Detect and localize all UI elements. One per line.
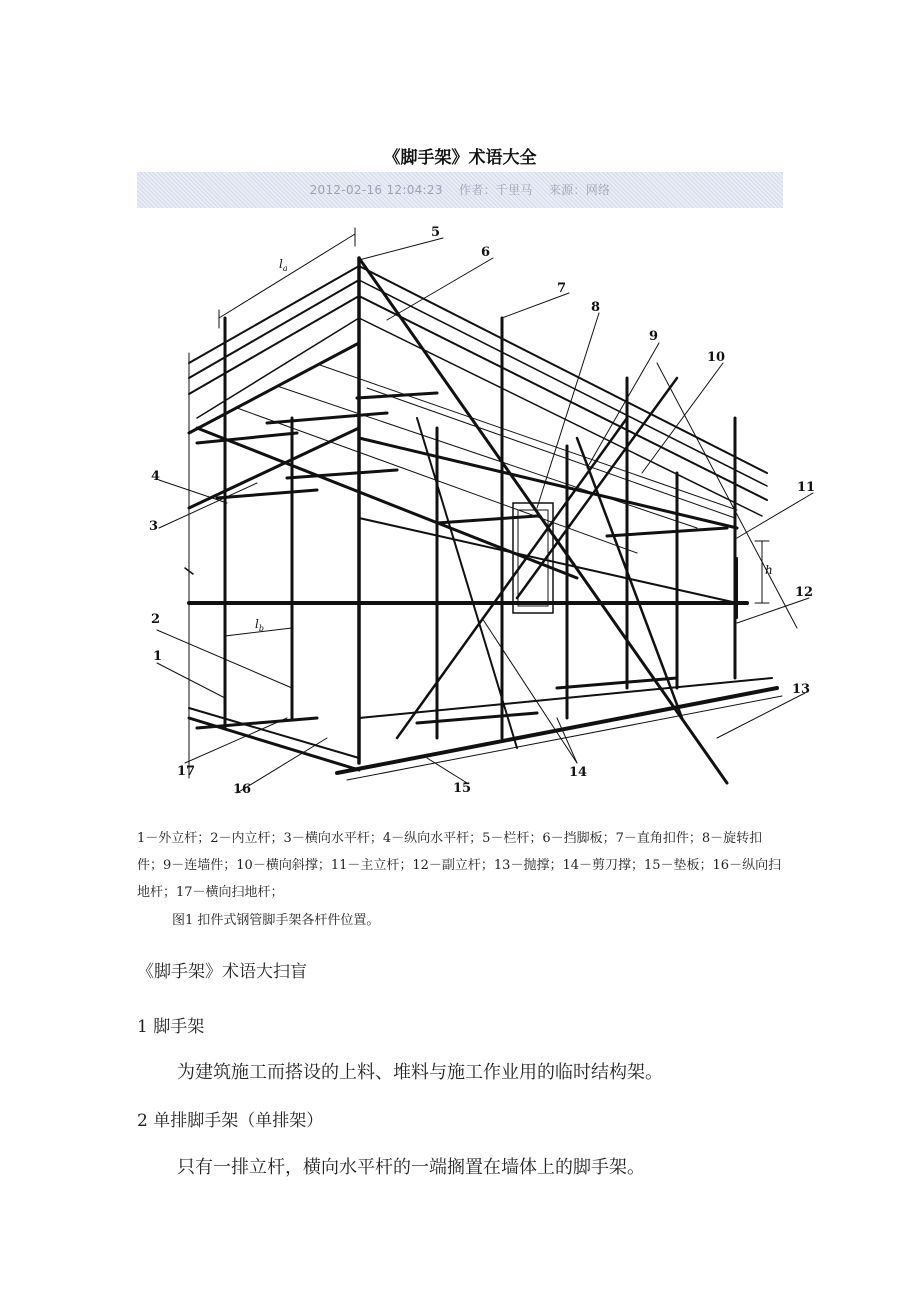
callout-14: 14 [569, 765, 588, 780]
dimension-lb: $l_b$ [255, 617, 264, 633]
term-title-2: 2 单排脚手架（单排架） [137, 1111, 324, 1131]
callout-10: 10 [707, 350, 726, 365]
figure-legend: 1－外立杆；2－内立杆；3－横向水平杆；4－纵向水平杆；5－栏杆；6－挡脚板；7－直角扣件；8－旋转扣件；9－连墙件；10－横向斜撑；11－主立杆；12－副立杆；13－抛撑；14－剪刀撑；15－垫板；16－纵向扫地杆；17－横向扫地杆； [137, 831, 782, 900]
callout-12: 12 [795, 585, 814, 600]
callout-13: 13 [792, 682, 811, 697]
callout-1: 1 [153, 649, 163, 664]
dimension-la: $l_a$ [279, 257, 288, 273]
figure-caption: 图1 扣件式钢管脚手架各杆件位置。 [172, 913, 380, 928]
section-heading: 《脚手架》术语大扫盲 [137, 962, 307, 982]
dimension-h: h [765, 563, 773, 577]
callout-17: 17 [177, 764, 196, 779]
callout-6: 6 [481, 245, 491, 260]
callout-11: 11 [797, 480, 816, 495]
publish-datetime: 2012-02-16 12:04:23 [309, 183, 443, 197]
callout-3: 3 [149, 519, 159, 534]
article-meta [137, 172, 783, 208]
source: 来源：网络 [548, 183, 611, 197]
term-title-1: 1 脚手架 [137, 1017, 205, 1037]
callout-7: 7 [557, 281, 567, 296]
term-body-1: 为建筑施工而搭设的上料、堆料与施工作业用的临时结构架。 [177, 1062, 663, 1083]
callout-16: 16 [233, 782, 252, 797]
scaffold-diagram [137, 218, 816, 808]
term-body-2: 只有一排立杆，横向水平杆的一端搁置在墙体上的脚手架。 [177, 1157, 645, 1178]
callout-15: 15 [453, 781, 472, 796]
callout-9: 9 [649, 329, 659, 344]
callout-2: 2 [151, 612, 161, 627]
callout-4: 4 [151, 469, 161, 484]
callout-8: 8 [591, 300, 601, 315]
page-title: 《脚手架》术语大全 [383, 148, 537, 168]
callout-5: 5 [431, 225, 441, 240]
author: 作者：千里马 [458, 183, 533, 197]
